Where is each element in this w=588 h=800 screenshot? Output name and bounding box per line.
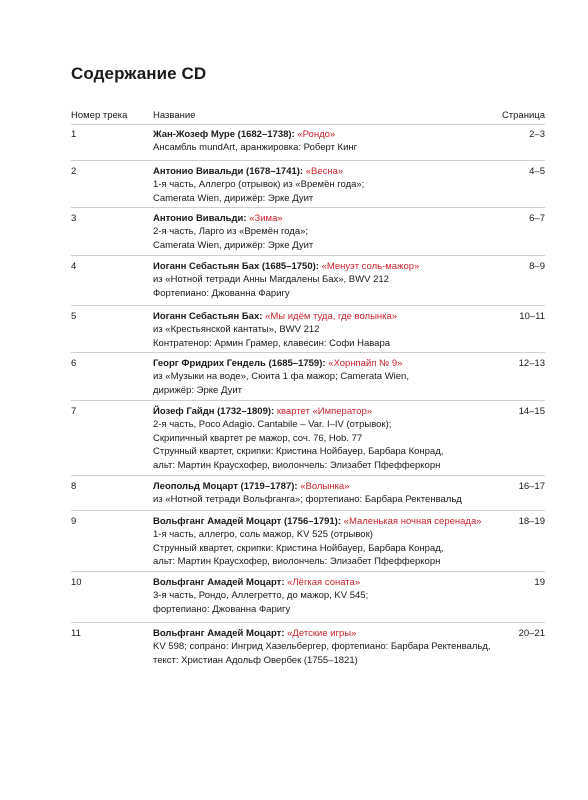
track-detail-line: альт: Мартин Краусхофер, виолончель: Элизабет Пфефферкорн bbox=[153, 459, 441, 471]
work-title: «Мы идём туда, где волынка» bbox=[265, 311, 398, 322]
composer-dates: : bbox=[281, 577, 288, 588]
track-title-line bbox=[153, 576, 503, 589]
page-number: 18–19 bbox=[518, 516, 545, 527]
column-header-page: Страница bbox=[501, 110, 545, 121]
work-title: «Маленькая ночная серенада» bbox=[343, 516, 482, 527]
composer-dates: : bbox=[281, 628, 288, 639]
composer-dates: : bbox=[259, 311, 266, 322]
page-number: 4–5 bbox=[529, 166, 545, 177]
row-divider bbox=[71, 305, 545, 306]
track-detail-line: из «Крестьянской кантаты», BWV 212 bbox=[153, 324, 320, 336]
work-title: квартет «Император» bbox=[276, 406, 373, 417]
track-title-line bbox=[153, 212, 503, 225]
page-number: 2–3 bbox=[529, 129, 545, 140]
track-title-line bbox=[153, 357, 503, 370]
track-detail-line: 3-я часть, Рондо, Аллегретто, до мажор, KV 545; bbox=[153, 590, 369, 602]
composer-dates: (1682–1738): bbox=[235, 129, 298, 140]
composer-name: Вольфганг Амадей Моцарт bbox=[153, 577, 282, 588]
track-number: 4 bbox=[71, 261, 77, 272]
composer-dates: : bbox=[243, 213, 250, 224]
composer-name: Антонио Вивальди bbox=[153, 166, 244, 177]
track-number: 3 bbox=[71, 213, 77, 224]
track-title-line bbox=[153, 480, 503, 493]
track-detail-line: 1-я часть, Аллегро (отрывок) из «Времён года»; bbox=[153, 179, 365, 191]
track-detail-line: Скрипичный квартет ре мажор, соч. 76, Hob. 77 bbox=[153, 432, 363, 444]
track-title-line bbox=[153, 165, 503, 178]
page-number: 16–17 bbox=[518, 481, 545, 492]
work-title: «Рондо» bbox=[297, 129, 336, 140]
work-title: «Зима» bbox=[249, 213, 283, 224]
row-divider bbox=[71, 352, 545, 353]
track-detail-line: Ансамбль mundArt, аранжировка: Роберт Кинг bbox=[153, 142, 358, 154]
page-number: 14–15 bbox=[518, 406, 545, 417]
track-detail-line: альт: Мартин Краусхофер, виолончель: Элизабет Пфефферкорн bbox=[153, 556, 441, 568]
composer-name: Антонио Вивальди bbox=[153, 213, 244, 224]
track-title-line bbox=[153, 627, 503, 640]
composer-dates: (1685–1759): bbox=[265, 358, 329, 369]
row-divider bbox=[71, 207, 545, 208]
row-divider bbox=[71, 475, 545, 476]
page-number: 19 bbox=[534, 577, 545, 588]
work-title: «Весна» bbox=[305, 166, 344, 177]
composer-dates: (1732–1809): bbox=[214, 406, 277, 417]
row-divider bbox=[71, 622, 545, 623]
page-number: 6–7 bbox=[529, 213, 545, 224]
track-number: 1 bbox=[71, 129, 77, 140]
composer-name: Жан-Жозеф Муре bbox=[153, 129, 236, 140]
composer-name: Иоганн Себастьян Бах bbox=[153, 311, 260, 322]
track-number: 9 bbox=[71, 516, 77, 527]
work-title: «Хорнпайп № 9» bbox=[328, 358, 403, 369]
row-divider bbox=[71, 510, 545, 511]
track-title-line bbox=[153, 128, 503, 141]
track-detail-line: из «Нотной тетради Вольфганга»; фортепиано: Барбара Ректенвальд bbox=[153, 494, 462, 506]
track-detail-line: Фортепиано: Джованна Фаригу bbox=[153, 287, 290, 299]
track-detail-line: 2-я часть, Ларго из «Времён года»; bbox=[153, 226, 309, 238]
track-description bbox=[153, 165, 503, 205]
work-title: «Лёгкая соната» bbox=[287, 577, 361, 588]
track-detail-line: текст: Христиан Адольф Овербек (1755–1821) bbox=[153, 654, 358, 666]
track-number: 10 bbox=[71, 577, 82, 588]
track-description bbox=[153, 357, 503, 397]
track-number: 6 bbox=[71, 358, 77, 369]
column-header-name: Название bbox=[153, 110, 196, 121]
composer-dates: (1685–1750): bbox=[259, 261, 322, 272]
row-divider bbox=[71, 400, 545, 401]
page-number: 8–9 bbox=[529, 261, 545, 272]
composer-name: Вольфганг Амадей Моцарт bbox=[153, 516, 282, 527]
composer-name: Георг Фридрих Гендель bbox=[153, 358, 266, 369]
work-title: «Менуэт соль-мажор» bbox=[321, 261, 420, 272]
track-detail-line: фортепиано: Джованна Фаригу bbox=[153, 603, 291, 615]
track-number: 5 bbox=[71, 311, 77, 322]
track-title-line bbox=[153, 515, 503, 528]
row-divider bbox=[71, 160, 545, 161]
composer-dates: (1678–1741): bbox=[243, 166, 306, 177]
track-description bbox=[153, 260, 503, 300]
track-detail-line: из «Музыки на воде», Сюита 1 фа мажор; Camerata Wien, bbox=[153, 371, 409, 383]
track-number: 2 bbox=[71, 166, 77, 177]
track-number: 7 bbox=[71, 406, 77, 417]
track-description bbox=[153, 515, 503, 569]
track-description bbox=[153, 576, 503, 616]
track-title-line bbox=[153, 310, 503, 323]
column-header-track: Номер трека bbox=[71, 110, 128, 121]
track-detail-line: KV 598; сопрано: Ингрид Хазельбергер, фортепиано: Барбара Ректенвальд, bbox=[153, 641, 491, 653]
track-detail-line: из «Нотной тетради Анны Магдалены Бах», BWV 212 bbox=[153, 274, 389, 286]
row-divider bbox=[71, 255, 545, 256]
track-detail-line: дирижёр: Эрке Дуит bbox=[153, 384, 242, 396]
track-detail-line: Струнный квартет, скрипки: Кристина Нойбауер, Барбара Конрад, bbox=[153, 542, 444, 554]
composer-name: Йозеф Гайдн bbox=[153, 406, 215, 417]
work-title: «Волынка» bbox=[300, 481, 350, 492]
page-number: 20–21 bbox=[518, 628, 545, 639]
track-title-line bbox=[153, 405, 503, 418]
track-detail-line: Camerata Wien, дирижёр: Эрке Дуит bbox=[153, 239, 314, 251]
track-number: 8 bbox=[71, 481, 77, 492]
composer-dates: (1756–1791): bbox=[281, 516, 344, 527]
composer-name: Иоганн Себастьян Бах bbox=[153, 261, 260, 272]
track-description bbox=[153, 310, 503, 350]
track-description bbox=[153, 212, 503, 252]
track-detail-line: Струнный квартет, скрипки: Кристина Нойбауер, Барбара Конрад, bbox=[153, 446, 444, 458]
composer-dates: (1719–1787): bbox=[237, 481, 301, 492]
track-detail-line: 2-я часть, Poco Adagio. Cantabile – Var. I–IV (отрывок); bbox=[153, 419, 392, 431]
track-description bbox=[153, 480, 503, 507]
track-detail-line: Контратенор: Армин Грамер, клавесин: Софи Навара bbox=[153, 337, 391, 349]
track-title-line bbox=[153, 260, 503, 273]
track-number: 11 bbox=[71, 628, 81, 639]
track-description bbox=[153, 128, 503, 155]
work-title: «Детские игры» bbox=[287, 628, 357, 639]
track-detail-line: Camerata Wien, дирижёр: Эрке Дуит bbox=[153, 192, 314, 204]
page-title: Содержание CD bbox=[71, 64, 207, 83]
page-number: 12–13 bbox=[518, 358, 545, 369]
track-detail-line: 1-я часть, аллегро, соль мажор, KV 525 (отрывок) bbox=[153, 529, 373, 541]
track-description bbox=[153, 627, 503, 667]
page-number: 10–11 bbox=[519, 311, 545, 322]
composer-name: Вольфганг Амадей Моцарт bbox=[153, 628, 282, 639]
row-divider bbox=[71, 571, 545, 572]
composer-name: Леопольд Моцарт bbox=[153, 481, 238, 492]
track-description bbox=[153, 405, 503, 472]
